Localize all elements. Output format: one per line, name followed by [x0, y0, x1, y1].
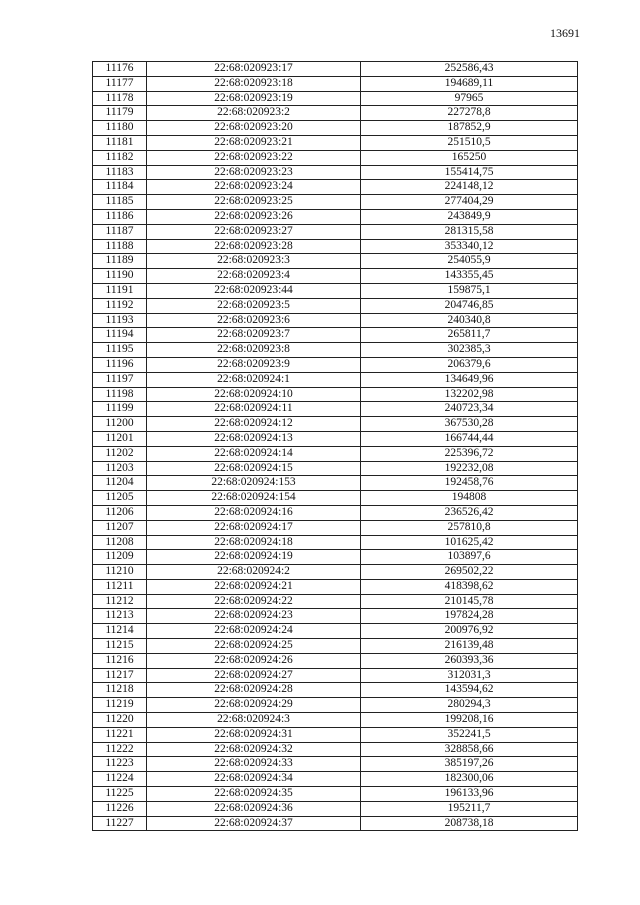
- table-row: [93, 535, 578, 550]
- value-cell: 302385,3: [361, 343, 578, 358]
- cadastral-number-cell: 22:68:020923:17: [147, 62, 361, 77]
- row-number-cell: 11224: [93, 772, 147, 787]
- table-row: [93, 772, 578, 787]
- value-cell: 165250: [361, 150, 578, 165]
- row-number-cell: 11207: [93, 520, 147, 535]
- table-row: [93, 106, 578, 121]
- table-row: [93, 491, 578, 506]
- cadastral-number-cell: 22:68:020923:25: [147, 195, 361, 210]
- cadastral-number-cell: 22:68:020923:4: [147, 269, 361, 284]
- value-cell: 227278,8: [361, 106, 578, 121]
- row-number-cell: 11191: [93, 283, 147, 298]
- table-row: [93, 121, 578, 136]
- table-row: [93, 209, 578, 224]
- cadastral-number-cell: 22:68:020924:16: [147, 505, 361, 520]
- value-cell: 210145,78: [361, 594, 578, 609]
- page-number: 13691: [550, 26, 580, 40]
- row-number-cell: 11225: [93, 787, 147, 802]
- row-number-cell: 11202: [93, 446, 147, 461]
- cadastral-number-cell: 22:68:020924:17: [147, 520, 361, 535]
- value-cell: 367530,28: [361, 417, 578, 432]
- table-row: [93, 668, 578, 683]
- row-number-cell: 11185: [93, 195, 147, 210]
- table-row: [93, 76, 578, 91]
- cadastral-number-cell: 22:68:020923:26: [147, 209, 361, 224]
- value-cell: 159875,1: [361, 283, 578, 298]
- table-row: [93, 239, 578, 254]
- cadastral-number-cell: 22:68:020924:11: [147, 402, 361, 417]
- cadastral-number-cell: 22:68:020923:23: [147, 165, 361, 180]
- row-number-cell: 11184: [93, 180, 147, 195]
- row-number-cell: 11218: [93, 683, 147, 698]
- table-row: [93, 639, 578, 654]
- cadastral-number-cell: 22:68:020923:27: [147, 224, 361, 239]
- table-row: [93, 609, 578, 624]
- table-row: [93, 476, 578, 491]
- row-number-cell: 11192: [93, 298, 147, 313]
- cadastral-number-cell: 22:68:020923:22: [147, 150, 361, 165]
- cadastral-number-cell: 22:68:020923:19: [147, 91, 361, 106]
- cadastral-number-cell: 22:68:020923:7: [147, 328, 361, 343]
- value-cell: 328858,66: [361, 742, 578, 757]
- table-row: [93, 801, 578, 816]
- table-row: [93, 565, 578, 580]
- cadastral-number-cell: 22:68:020924:35: [147, 787, 361, 802]
- cadastral-number-cell: 22:68:020923:6: [147, 313, 361, 328]
- cadastral-number-cell: 22:68:020923:2: [147, 106, 361, 121]
- value-cell: 197824,28: [361, 609, 578, 624]
- value-cell: 206379,6: [361, 357, 578, 372]
- value-cell: 312031,3: [361, 668, 578, 683]
- row-number-cell: 11203: [93, 461, 147, 476]
- value-cell: 155414,75: [361, 165, 578, 180]
- cadastral-number-cell: 22:68:020923:24: [147, 180, 361, 195]
- value-cell: 265811,7: [361, 328, 578, 343]
- row-number-cell: 11182: [93, 150, 147, 165]
- value-cell: 204746,85: [361, 298, 578, 313]
- table-row: [93, 269, 578, 284]
- table-row: [93, 757, 578, 772]
- table-row: [93, 165, 578, 180]
- cadastral-number-cell: 22:68:020923:18: [147, 76, 361, 91]
- value-cell: 216139,48: [361, 639, 578, 654]
- row-number-cell: 11197: [93, 372, 147, 387]
- row-number-cell: 11223: [93, 757, 147, 772]
- row-number-cell: 11199: [93, 402, 147, 417]
- row-number-cell: 11217: [93, 668, 147, 683]
- table-row: [93, 505, 578, 520]
- value-cell: 103897,6: [361, 550, 578, 565]
- row-number-cell: 11211: [93, 579, 147, 594]
- value-cell: 260393,36: [361, 653, 578, 668]
- cadastral-number-cell: 22:68:020923:5: [147, 298, 361, 313]
- table-row: [93, 254, 578, 269]
- cadastral-number-cell: 22:68:020924:22: [147, 594, 361, 609]
- value-cell: 252586,43: [361, 62, 578, 77]
- cadastral-number-cell: 22:68:020924:153: [147, 476, 361, 491]
- table-body: [93, 62, 578, 831]
- cadastral-number-cell: 22:68:020924:2: [147, 565, 361, 580]
- row-number-cell: 11177: [93, 76, 147, 91]
- value-cell: 187852,9: [361, 121, 578, 136]
- cadastral-number-cell: 22:68:020924:37: [147, 816, 361, 831]
- row-number-cell: 11210: [93, 565, 147, 580]
- table-row: [93, 417, 578, 432]
- row-number-cell: 11180: [93, 121, 147, 136]
- cadastral-number-cell: 22:68:020923:3: [147, 254, 361, 269]
- value-cell: 254055,9: [361, 254, 578, 269]
- cadastral-value-table: [92, 61, 578, 831]
- table-row: [93, 594, 578, 609]
- cadastral-number-cell: 22:68:020924:21: [147, 579, 361, 594]
- row-number-cell: 11212: [93, 594, 147, 609]
- value-cell: 281315,58: [361, 224, 578, 239]
- table-row: [93, 62, 578, 77]
- cadastral-number-cell: 22:68:020924:25: [147, 639, 361, 654]
- row-number-cell: 11219: [93, 698, 147, 713]
- row-number-cell: 11208: [93, 535, 147, 550]
- row-number-cell: 11196: [93, 357, 147, 372]
- table-row: [93, 387, 578, 402]
- table-row: [93, 787, 578, 802]
- table-row: [93, 313, 578, 328]
- cadastral-number-cell: 22:68:020924:13: [147, 431, 361, 446]
- cadastral-number-cell: 22:68:020924:34: [147, 772, 361, 787]
- cadastral-number-cell: 22:68:020924:10: [147, 387, 361, 402]
- row-number-cell: 11215: [93, 639, 147, 654]
- value-cell: 353340,12: [361, 239, 578, 254]
- table-row: [93, 357, 578, 372]
- value-cell: 143594,62: [361, 683, 578, 698]
- value-cell: 134649,96: [361, 372, 578, 387]
- value-cell: 199208,16: [361, 713, 578, 728]
- table-row: [93, 328, 578, 343]
- value-cell: 418398,62: [361, 579, 578, 594]
- cadastral-number-cell: 22:68:020923:28: [147, 239, 361, 254]
- value-cell: 182300,06: [361, 772, 578, 787]
- cadastral-number-cell: 22:68:020924:18: [147, 535, 361, 550]
- value-cell: 132202,98: [361, 387, 578, 402]
- cadastral-number-cell: 22:68:020923:21: [147, 135, 361, 150]
- row-number-cell: 11190: [93, 269, 147, 284]
- table-row: [93, 816, 578, 831]
- value-cell: 200976,92: [361, 624, 578, 639]
- cadastral-number-cell: 22:68:020923:8: [147, 343, 361, 358]
- cadastral-number-cell: 22:68:020924:154: [147, 491, 361, 506]
- row-number-cell: 11205: [93, 491, 147, 506]
- cadastral-number-cell: 22:68:020924:27: [147, 668, 361, 683]
- row-number-cell: 11209: [93, 550, 147, 565]
- row-number-cell: 11195: [93, 343, 147, 358]
- table-row: [93, 224, 578, 239]
- cadastral-number-cell: 22:68:020924:15: [147, 461, 361, 476]
- row-number-cell: 11183: [93, 165, 147, 180]
- row-number-cell: 11179: [93, 106, 147, 121]
- cadastral-number-cell: 22:68:020923:44: [147, 283, 361, 298]
- table-row: [93, 683, 578, 698]
- value-cell: 192458,76: [361, 476, 578, 491]
- row-number-cell: 11186: [93, 209, 147, 224]
- value-cell: 280294,3: [361, 698, 578, 713]
- table-row: [93, 91, 578, 106]
- row-number-cell: 11227: [93, 816, 147, 831]
- value-cell: 208738,18: [361, 816, 578, 831]
- value-cell: 269502,22: [361, 565, 578, 580]
- row-number-cell: 11178: [93, 91, 147, 106]
- row-number-cell: 11216: [93, 653, 147, 668]
- cadastral-number-cell: 22:68:020923:9: [147, 357, 361, 372]
- value-cell: 196133,96: [361, 787, 578, 802]
- value-cell: 143355,45: [361, 269, 578, 284]
- value-cell: 257810,8: [361, 520, 578, 535]
- table-row: [93, 150, 578, 165]
- row-number-cell: 11181: [93, 135, 147, 150]
- cadastral-number-cell: 22:68:020924:14: [147, 446, 361, 461]
- table-row: [93, 343, 578, 358]
- table-row: [93, 372, 578, 387]
- row-number-cell: 11201: [93, 431, 147, 446]
- table-row: [93, 283, 578, 298]
- cadastral-number-cell: 22:68:020924:1: [147, 372, 361, 387]
- table-row: [93, 402, 578, 417]
- row-number-cell: 11206: [93, 505, 147, 520]
- value-cell: 97965: [361, 91, 578, 106]
- cadastral-number-cell: 22:68:020924:28: [147, 683, 361, 698]
- table-row: [93, 298, 578, 313]
- cadastral-number-cell: 22:68:020924:19: [147, 550, 361, 565]
- cadastral-number-cell: 22:68:020924:33: [147, 757, 361, 772]
- table-row: [93, 461, 578, 476]
- row-number-cell: 11188: [93, 239, 147, 254]
- row-number-cell: 11194: [93, 328, 147, 343]
- cadastral-number-cell: 22:68:020924:26: [147, 653, 361, 668]
- value-cell: 224148,12: [361, 180, 578, 195]
- cadastral-number-cell: 22:68:020924:31: [147, 727, 361, 742]
- table-row: [93, 698, 578, 713]
- row-number-cell: 11193: [93, 313, 147, 328]
- value-cell: 225396,72: [361, 446, 578, 461]
- table-row: [93, 520, 578, 535]
- cadastral-number-cell: 22:68:020924:3: [147, 713, 361, 728]
- value-cell: 101625,42: [361, 535, 578, 550]
- value-cell: 236526,42: [361, 505, 578, 520]
- value-cell: 385197,26: [361, 757, 578, 772]
- row-number-cell: 11176: [93, 62, 147, 77]
- value-cell: 192232,08: [361, 461, 578, 476]
- cadastral-number-cell: 22:68:020924:12: [147, 417, 361, 432]
- table-row: [93, 624, 578, 639]
- table-row: [93, 550, 578, 565]
- row-number-cell: 11220: [93, 713, 147, 728]
- value-cell: 195211,7: [361, 801, 578, 816]
- value-cell: 166744,44: [361, 431, 578, 446]
- value-cell: 277404,29: [361, 195, 578, 210]
- value-cell: 240723,34: [361, 402, 578, 417]
- cadastral-number-cell: 22:68:020924:24: [147, 624, 361, 639]
- row-number-cell: 11198: [93, 387, 147, 402]
- value-cell: 194689,11: [361, 76, 578, 91]
- cadastral-number-cell: 22:68:020924:23: [147, 609, 361, 624]
- cadastral-number-cell: 22:68:020924:29: [147, 698, 361, 713]
- table-row: [93, 653, 578, 668]
- row-number-cell: 11214: [93, 624, 147, 639]
- row-number-cell: 11222: [93, 742, 147, 757]
- table-row: [93, 727, 578, 742]
- table-row: [93, 431, 578, 446]
- row-number-cell: 11204: [93, 476, 147, 491]
- value-cell: 194808: [361, 491, 578, 506]
- table-row: [93, 446, 578, 461]
- table-row: [93, 579, 578, 594]
- row-number-cell: 11189: [93, 254, 147, 269]
- value-cell: 352241,5: [361, 727, 578, 742]
- row-number-cell: 11200: [93, 417, 147, 432]
- table-row: [93, 135, 578, 150]
- value-cell: 251510,5: [361, 135, 578, 150]
- row-number-cell: 11226: [93, 801, 147, 816]
- table-row: [93, 195, 578, 210]
- table-row: [93, 180, 578, 195]
- cadastral-number-cell: 22:68:020924:36: [147, 801, 361, 816]
- value-cell: 243849,9: [361, 209, 578, 224]
- table-row: [93, 713, 578, 728]
- row-number-cell: 11221: [93, 727, 147, 742]
- row-number-cell: 11213: [93, 609, 147, 624]
- table-row: [93, 742, 578, 757]
- cadastral-number-cell: 22:68:020924:32: [147, 742, 361, 757]
- value-cell: 240340,8: [361, 313, 578, 328]
- cadastral-number-cell: 22:68:020923:20: [147, 121, 361, 136]
- row-number-cell: 11187: [93, 224, 147, 239]
